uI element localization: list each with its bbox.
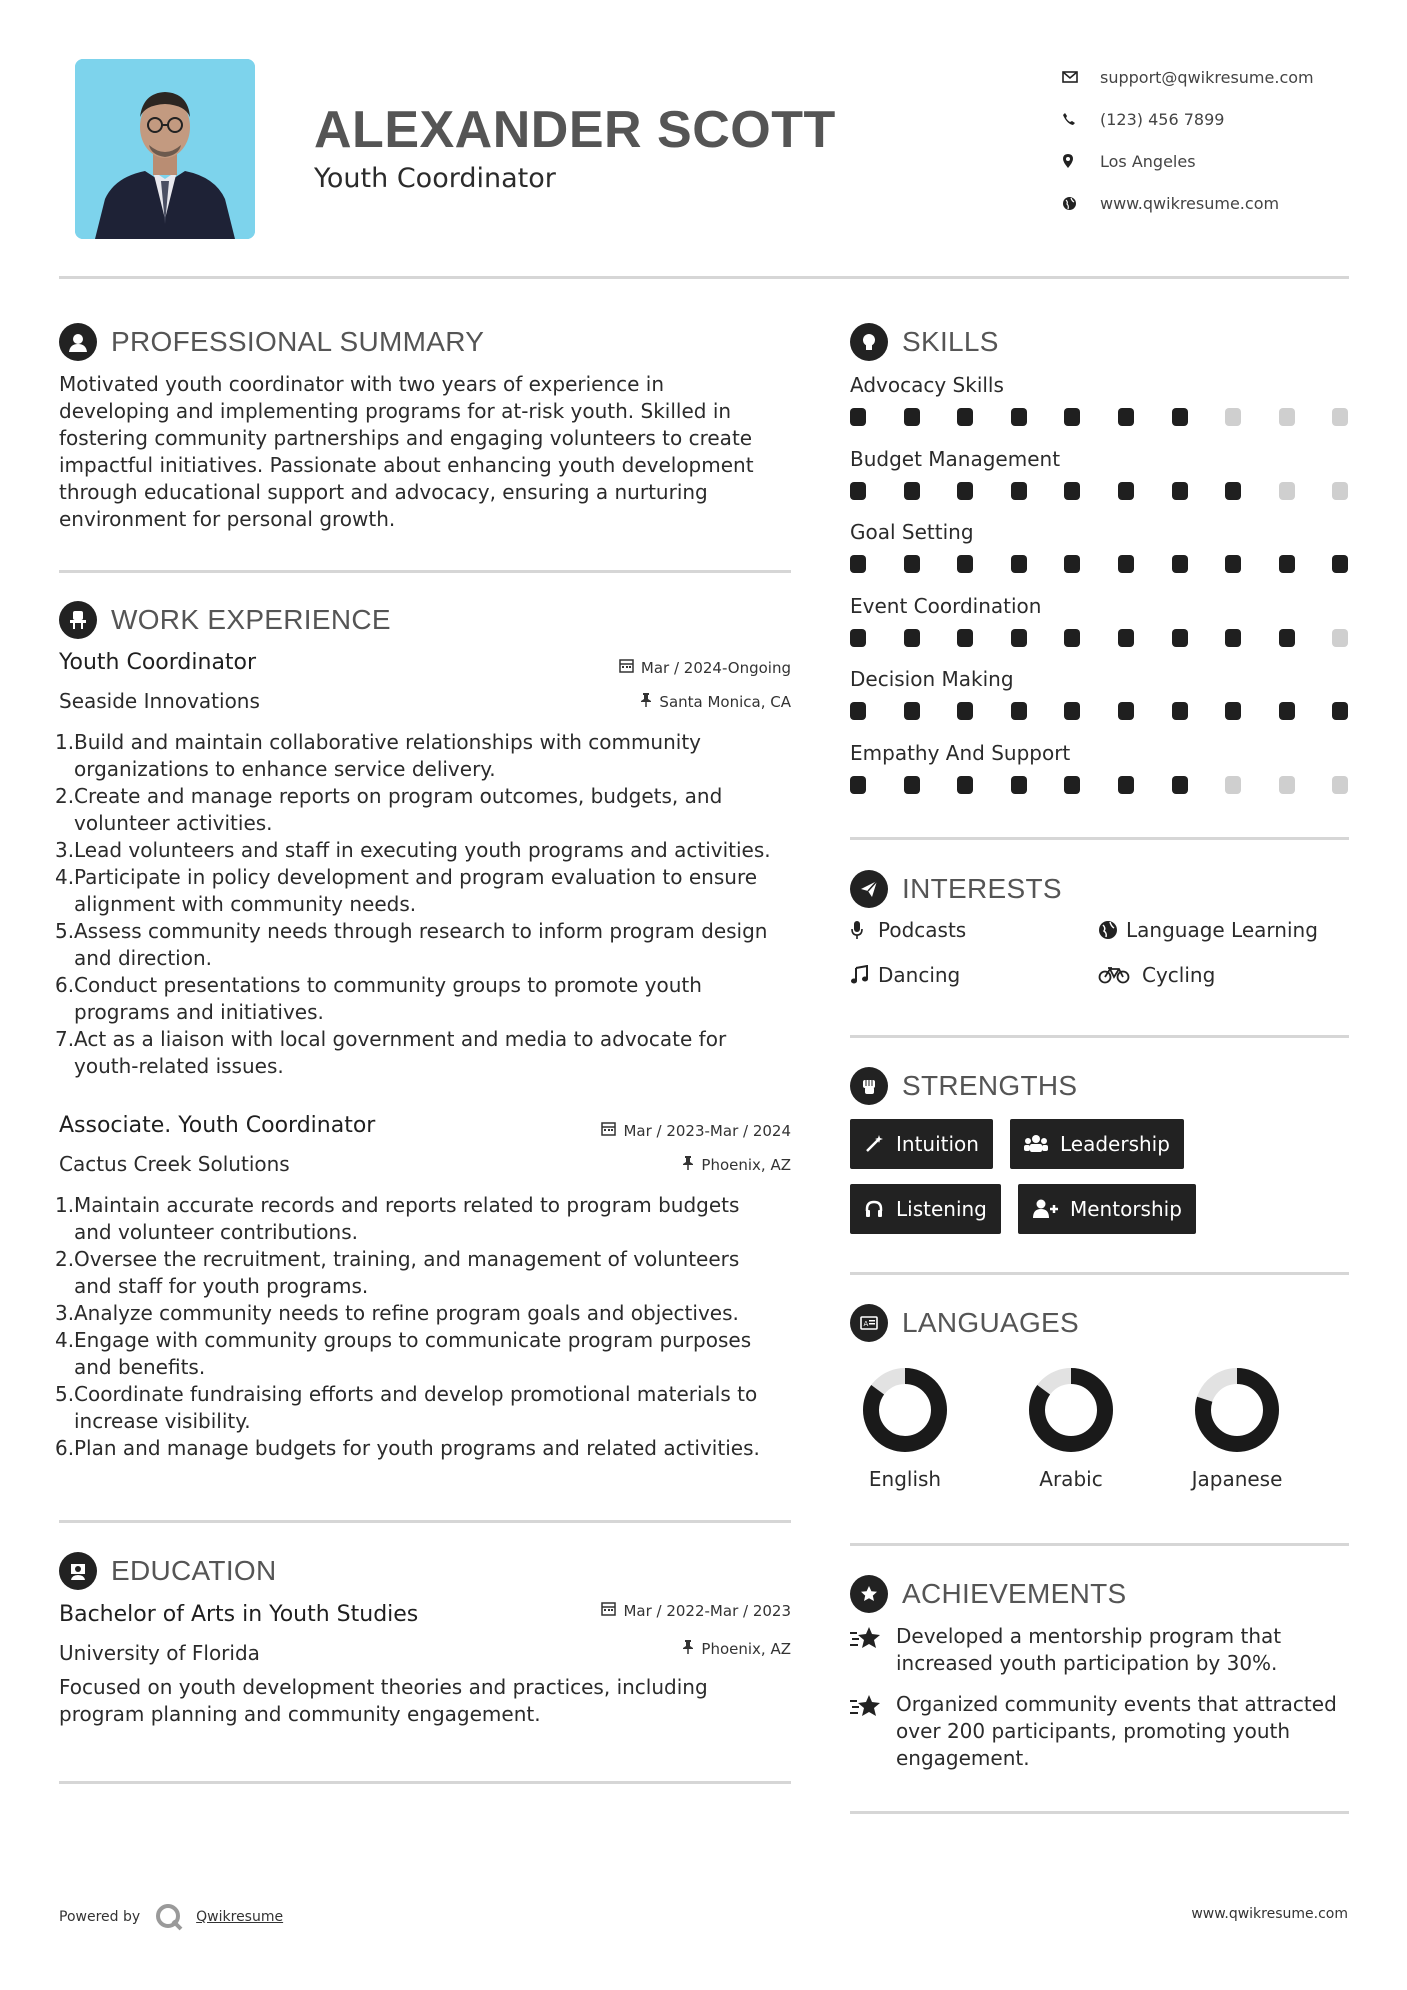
summary-text [59,371,789,533]
skill-dot-filled [1011,702,1027,720]
skill-dot-filled [1279,702,1295,720]
skill-dot-filled [1172,408,1188,426]
star-icon [850,1623,896,1677]
job-duties-list [55,729,800,1080]
skill-dot-filled [904,408,920,426]
education-location-text: Phoenix, AZ [701,1639,791,1658]
language-icon [850,1304,888,1342]
strength-label: Mentorship [1070,1197,1182,1221]
language-level-donut [1026,1365,1116,1455]
summary-line: impactful initiatives. Passionate about enhancing youth development [59,453,754,477]
candidate-role: Youth Coordinator [314,163,556,194]
list-item: 4. Engage with community groups to communicate program purposes and benefits. [55,1328,752,1379]
strength-tag [850,1119,993,1169]
skill-dot-empty [1225,408,1241,426]
job-title: Youth Coordinator [59,650,257,675]
skill-dot-filled [1172,555,1188,573]
skill-dot-empty [1225,776,1241,794]
skill-dot-filled [957,702,973,720]
list-item: 1. Maintain accurate records and reports related to program budgets and volunteer contributions. [55,1193,740,1244]
skill-dot-filled [850,408,866,426]
footer-url[interactable]: www.qwikresume.com [1191,1906,1348,1922]
lightbulb-icon [850,323,888,361]
interest-label: Podcasts [878,918,967,942]
fist-icon [850,1067,888,1105]
skill-dot-filled [1172,702,1188,720]
job-dates [500,658,791,677]
email-text: support@qwikresume.com [1100,67,1314,87]
list-item: 5. Coordinate fundraising efforts and develop promotional materials to increase visibility. [55,1382,758,1433]
skill-dot-filled [1011,776,1027,794]
education-heading [59,1552,277,1590]
skill-rating [850,629,1350,647]
calendar-icon [601,1601,616,1620]
magic-wand-icon [864,1134,884,1154]
job-dates [500,1121,791,1140]
skill-dot-empty [1332,408,1348,426]
degree-title: Bachelor of Arts in Youth Studies [59,1602,419,1627]
graduate-icon [59,1552,97,1590]
skill-dot-filled [1279,629,1295,647]
profile-photo [75,59,255,239]
list-item: 2. Create and manage reports on program outcomes, budgets, and volunteer activities. [55,784,723,835]
languages-title: LANGUAGES [902,1307,1079,1338]
job-company: Cactus Creek Solutions [59,1152,290,1176]
job-title: Associate. Youth Coordinator [59,1113,376,1138]
education-dates [500,1601,791,1620]
job-duties-list [55,1192,800,1462]
skill-dot-filled [850,482,866,500]
list-item: 7. Act as a liaison with local government and media to advocate for youth-related issues. [55,1027,727,1078]
summary-heading [59,323,484,361]
summary-line: fostering community partnerships and engaging volunteers to create [59,426,753,450]
language-name: English [868,1467,942,1491]
interests-title: INTERESTS [902,873,1062,904]
headphones-icon [864,1199,884,1219]
user-plus-icon [1032,1199,1058,1219]
summary-line: through educational support and advocacy, ensuring a nurturing [59,480,708,504]
skill-dot-filled [1118,482,1134,500]
skill-dot-empty [1279,408,1295,426]
skill-dot-filled [1332,702,1348,720]
skill-rating [850,408,1350,426]
job-location-text: Santa Monica, CA [659,692,791,711]
microphone-icon [850,920,878,940]
skill-rating [850,555,1350,573]
job-dates-text: Mar / 2024-Ongoing [640,658,791,677]
skill-dot-filled [1225,555,1241,573]
language-item [1011,1365,1131,1491]
skill-dot-filled [1279,555,1295,573]
interest-item [850,918,966,942]
skill-dot-filled [957,629,973,647]
skill-dot-filled [1064,629,1080,647]
star-badge-icon [850,1575,888,1613]
strength-label: Leadership [1060,1132,1170,1156]
summary-line: Motivated youth coordinator with two years of experience in [59,372,665,396]
list-item: 3. Lead volunteers and staff in executing youth programs and activities. [55,838,771,862]
users-icon [1024,1134,1048,1154]
envelope-icon [1062,71,1100,83]
strength-tag [1010,1119,1184,1169]
skill-dot-filled [1011,482,1027,500]
language-level-donut [860,1365,950,1455]
skill-dot-filled [1118,702,1134,720]
skill-dot-filled [1064,555,1080,573]
chair-icon [59,601,97,639]
skill-dot-filled [1118,408,1134,426]
skill-dot-filled [1172,629,1188,647]
paper-plane-icon [850,870,888,908]
skill-dot-filled [1011,555,1027,573]
skill-dot-filled [850,629,866,647]
skill-dot-filled [957,555,973,573]
job-location [500,692,791,711]
powered-by-text: Powered by [59,1909,141,1925]
skill-dot-filled [850,776,866,794]
interest-item [1098,918,1318,942]
skill-dot-filled [904,555,920,573]
list-item: 3. Analyze community needs to refine program goals and objectives. [55,1301,739,1325]
skill-dot-filled [1172,482,1188,500]
strengths-divider [850,1272,1349,1275]
skill-dot-filled [1172,776,1188,794]
experience-title: WORK EXPERIENCE [111,604,391,635]
experience-heading [59,601,391,639]
skill-dot-empty [1332,482,1348,500]
pushpin-icon [640,692,652,711]
calendar-icon [619,658,634,677]
skill-dot-filled [1064,776,1080,794]
contact-location [1062,140,1362,182]
skill-name: Decision Making [850,667,1014,691]
interest-label: Language Learning [1126,918,1318,942]
language-level-donut [1192,1365,1282,1455]
skill-dot-empty [1279,776,1295,794]
interest-item [1098,963,1215,987]
skills-heading [850,323,999,361]
interest-item [850,963,960,987]
candidate-name: ALEXANDER SCOTT [314,101,836,159]
contact-website[interactable] [1062,182,1362,224]
skills-title: SKILLS [902,326,999,357]
summary-divider [59,570,791,573]
skill-dot-filled [1064,702,1080,720]
interest-label: Dancing [878,963,961,987]
phone-icon [1062,112,1100,126]
footer-powered-by [59,1902,283,1932]
skill-name: Goal Setting [850,520,974,544]
achievements-divider [850,1811,1349,1814]
summary-title: PROFESSIONAL SUMMARY [111,326,485,357]
language-name: Japanese [1191,1467,1283,1491]
list-item: 4. Participate in policy development and program evaluation to ensure alignment with community needs. [55,865,758,916]
skill-dot-filled [1064,408,1080,426]
skill-name: Advocacy Skills [850,373,1004,397]
qwikresume-logo-icon [154,1902,184,1932]
achievement-item: Developed a mentorship program that increased youth participation by 30%. [850,1623,1350,1677]
skill-dot-filled [1225,702,1241,720]
list-item: 2. Oversee the recruitment, training, and management of volunteers and staff for youth programs. [55,1247,740,1298]
skill-dot-empty [1279,482,1295,500]
achievement-item: Organized community events that attracted over 200 participants, promoting youth engagement. [850,1691,1350,1772]
contact-email[interactable] [1062,56,1362,98]
calendar-icon [601,1121,616,1140]
strength-label: Listening [896,1197,987,1221]
skill-dot-filled [957,408,973,426]
skills-divider [850,837,1349,840]
list-item: 1. Build and maintain collaborative relationships with community organizations to enhance service delivery. [55,730,702,781]
user-icon [59,323,97,361]
skill-rating [850,482,1350,500]
pushpin-icon [682,1155,694,1174]
job-location-text: Phoenix, AZ [701,1155,791,1174]
music-icon [850,965,878,985]
skill-rating [850,776,1350,794]
language-name: Arabic [1039,1467,1103,1491]
phone-text: (123) 456 7899 [1100,109,1225,129]
skill-name: Event Coordination [850,593,1042,618]
summary-line: developing and implementing programs for at-risk youth. Skilled in [59,399,732,423]
header-divider [59,276,1349,279]
skill-dot-filled [1118,776,1134,794]
globe-icon [1098,920,1126,940]
job-dates-text: Mar / 2023-Mar / 2024 [623,1121,791,1140]
job-location [500,1155,791,1174]
globe-icon [1062,196,1100,211]
language-item [1177,1365,1297,1491]
contact-block [1062,56,1362,224]
star-icon [850,1691,896,1772]
skill-dot-filled [1011,408,1027,426]
experience-divider [59,1520,791,1523]
strengths-heading [850,1067,1077,1105]
strength-tag [1018,1184,1196,1234]
bicycle-icon [1098,966,1142,984]
skill-dot-filled [957,776,973,794]
skill-dot-filled [1118,555,1134,573]
skill-dot-filled [904,482,920,500]
skill-dot-filled [1225,482,1241,500]
list-item: 6. Plan and manage budgets for youth programs and related activities. [55,1436,760,1460]
skill-dot-filled [904,629,920,647]
skill-dot-filled [904,776,920,794]
summary-line: environment for personal growth. [59,507,396,531]
skill-dot-filled [904,702,920,720]
list-item: 6. Conduct presentations to community groups to promote youth programs and initiatives. [55,973,702,1024]
interest-label: Cycling [1142,963,1216,987]
skill-name: Empathy And Support [850,740,1071,765]
map-pin-icon [1062,153,1100,169]
interests-heading [850,870,1062,908]
qwikresume-link[interactable]: Qwikresume [196,1909,284,1925]
strength-tag [850,1184,1001,1234]
school-name: University of Florida [59,1641,260,1665]
skill-dot-filled [1332,555,1348,573]
education-dates-text: Mar / 2022-Mar / 2023 [623,1601,791,1620]
website-text: www.qwikresume.com [1100,193,1280,213]
interests-divider [850,1035,1349,1038]
skill-dot-filled [850,702,866,720]
contact-phone[interactable] [1062,98,1362,140]
languages-heading [850,1304,1079,1342]
strengths-title: STRENGTHS [902,1070,1078,1101]
education-description: Focused on youth development theories and practices, including program planning and community engagement. [59,1675,708,1726]
skill-rating [850,702,1350,720]
skill-dot-empty [1332,776,1348,794]
list-item: 5. Assess community needs through research to inform program design and direction. [55,919,768,970]
skill-dot-empty [1332,629,1348,647]
achievements-title: ACHIEVEMENTS [902,1578,1127,1609]
achievements-heading [850,1575,1127,1613]
education-divider [59,1781,791,1784]
pushpin-icon [682,1639,694,1658]
education-location [500,1639,791,1658]
skill-dot-filled [957,482,973,500]
language-item [845,1365,965,1491]
skill-dot-filled [1118,629,1134,647]
languages-divider [850,1543,1349,1546]
skill-dot-filled [1064,482,1080,500]
education-title: EDUCATION [111,1555,277,1586]
svg-text:A: A [863,1320,869,1328]
job-company: Seaside Innovations [59,689,260,713]
skill-name: Budget Management [850,446,1061,471]
skill-dot-filled [850,555,866,573]
skill-dot-filled [1011,629,1027,647]
location-text: Los Angeles [1100,151,1196,171]
strength-label: Intuition [896,1132,979,1156]
skill-dot-filled [1225,629,1241,647]
